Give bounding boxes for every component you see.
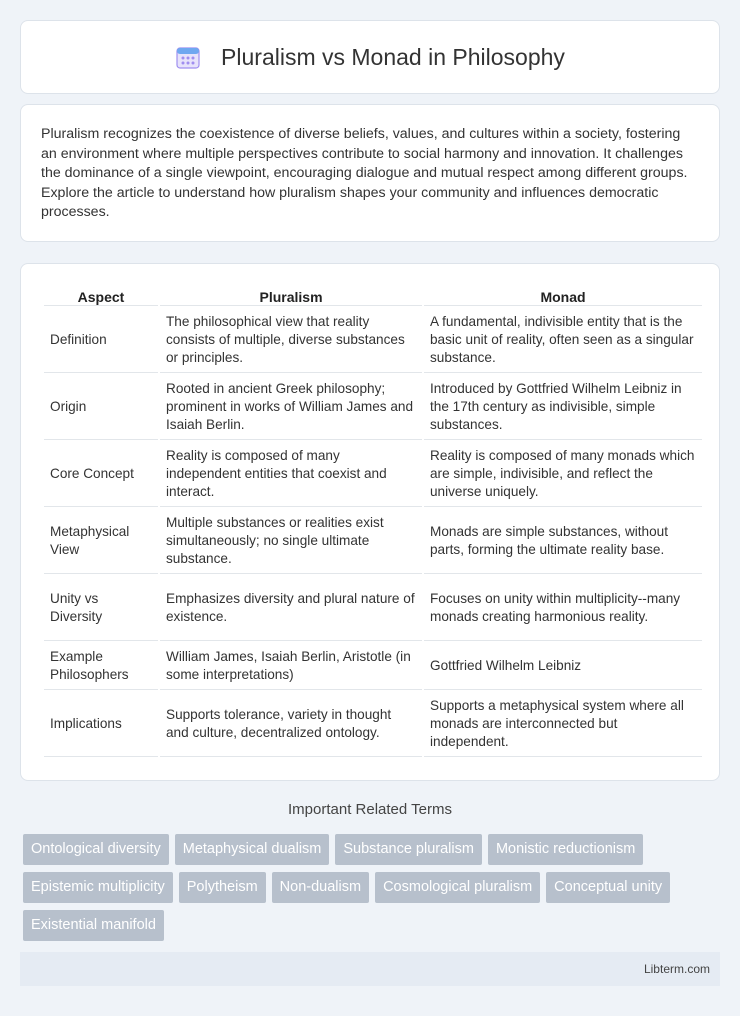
- related-term-tag[interactable]: Ontological diversity: [23, 834, 169, 865]
- table-row: [44, 576, 702, 641]
- table-header-row: [44, 284, 702, 306]
- related-term-tag[interactable]: Cosmological pluralism: [375, 872, 540, 903]
- monad-cell: Reality is composed of many monads which are simple, indivisible, and reflect the universe uniquely.: [424, 442, 702, 507]
- footer-site-link[interactable]: Libterm.com: [643, 962, 710, 976]
- table-row: [44, 308, 702, 373]
- page-title: Pluralism vs Monad in Philosophy: [221, 43, 565, 70]
- monad-cell: Introduced by Gottfried Wilhelm Leibniz in the 17th century as indivisible, simple substances.: [424, 375, 702, 440]
- pluralism-cell: The philosophical view that reality consists of multiple, diverse substances or principles.: [160, 308, 422, 373]
- pluralism-cell: Supports tolerance, variety in thought and culture, decentralized ontology.: [160, 692, 422, 757]
- monad-cell: Monads are simple substances, without parts, forming the ultimate reality base.: [424, 509, 702, 574]
- table-row: [44, 643, 702, 690]
- aspect-cell: Metaphysical View: [44, 509, 158, 574]
- related-term-tag[interactable]: Substance pluralism: [335, 834, 482, 865]
- comparison-card: [20, 263, 720, 781]
- related-terms-title: Important Related Terms: [288, 801, 452, 818]
- pluralism-cell: Multiple substances or realities exist simultaneously; no single ultimate substance.: [160, 509, 422, 574]
- related-term-tag[interactable]: Polytheism: [179, 872, 266, 903]
- related-term-tag[interactable]: Monistic reductionism: [488, 834, 643, 865]
- monad-cell: Supports a metaphysical system where all monads are interconnected but independent.: [424, 692, 702, 757]
- pluralism-cell: Emphasizes diversity and plural nature of existence.: [160, 576, 422, 641]
- aspect-cell: Core Concept: [44, 442, 158, 507]
- related-term-tag[interactable]: Existential manifold: [23, 910, 164, 941]
- related-term-tag[interactable]: Metaphysical dualism: [175, 834, 330, 865]
- table-row: [44, 692, 702, 757]
- calendar-icon: [175, 44, 201, 70]
- table-row: [44, 509, 702, 574]
- related-terms-list: [23, 834, 723, 941]
- intro-card: [20, 104, 720, 242]
- intro-text: Pluralism recognizes the coexistence of diverse beliefs, values, and cultures within a society, fostering an environment where multiple perspectives contribute to social harmony and innovation. It challenges the dominance of a single viewpoint, encouraging dialogue and mutual respect among different groups. Explore the article to understand how pluralism shapes your community and influences democratic processes.: [41, 126, 688, 220]
- monad-cell: A fundamental, indivisible entity that is the basic unit of reality, often seen as a singular substance.: [424, 308, 702, 373]
- pluralism-cell: William James, Isaiah Berlin, Aristotle (in some interpretations): [160, 643, 422, 690]
- related-term-tag[interactable]: Conceptual unity: [546, 872, 670, 903]
- header-aspect: Aspect: [44, 284, 158, 306]
- monad-cell: Focuses on unity within multiplicity--many monads creating harmonious reality.: [424, 576, 702, 641]
- pluralism-cell: Rooted in ancient Greek philosophy; prominent in works of William James and Isaiah Berlin.: [160, 375, 422, 440]
- aspect-cell: Definition: [44, 308, 158, 373]
- related-term-tag[interactable]: Epistemic multiplicity: [23, 872, 173, 903]
- table-row: [44, 375, 702, 440]
- pluralism-cell: Reality is composed of many independent entities that coexist and interact.: [160, 442, 422, 507]
- aspect-cell: Example Philosophers: [44, 643, 158, 690]
- comparison-table: [42, 282, 704, 759]
- aspect-cell: Origin: [44, 375, 158, 440]
- footer: [20, 952, 720, 986]
- title-card: [20, 20, 720, 94]
- header-monad: Monad: [424, 284, 702, 306]
- table-row: [44, 442, 702, 507]
- monad-cell: Gottfried Wilhelm Leibniz: [424, 643, 702, 690]
- aspect-cell: Implications: [44, 692, 158, 757]
- related-term-tag[interactable]: Non-dualism: [272, 872, 369, 903]
- aspect-cell: Unity vs Diversity: [44, 576, 158, 641]
- header-pluralism: Pluralism: [160, 284, 422, 306]
